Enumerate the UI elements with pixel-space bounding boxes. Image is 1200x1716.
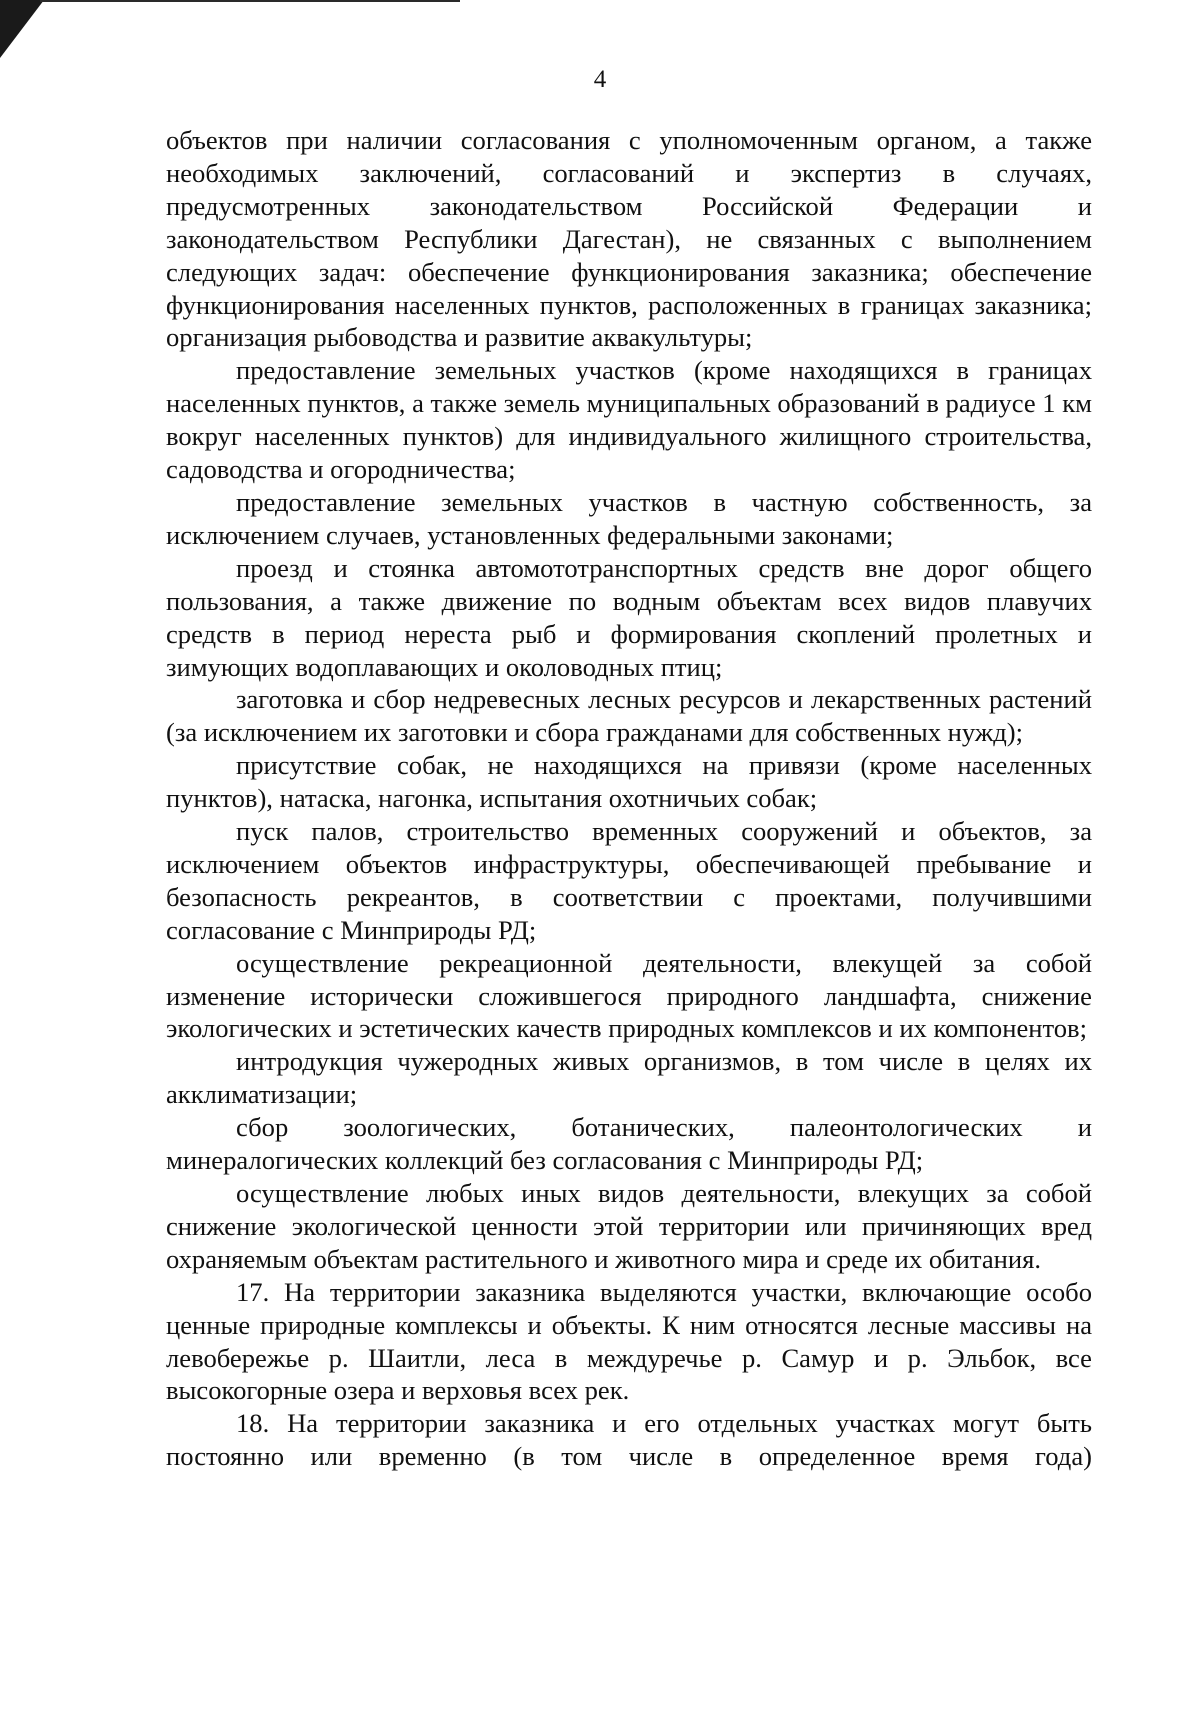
paragraph: проезд и стоянка автомототранспортных средств вне дорог общего пользования, а также движение по водным объектам всех видов плавучих средств в период нереста рыб и формирования скоплений пролетных и зимующих водоплавающих и околоводных птиц;: [166, 552, 1092, 682]
scan-corner-shadow: [0, 0, 44, 58]
paragraph: сбор зоологических, ботанических, палеонтологических и минералогических коллекций без согласования с Минприроды РД;: [166, 1112, 1092, 1176]
paragraph: осуществление рекреационной деятельности, влекущей за собой изменение исторически сложившегося природного ландшафта, снижение экологических и эстетических качеств природных комплексов и их компонентов;: [166, 947, 1092, 1044]
paragraph: пуск палов, строительство временных сооружений и объектов, за исключением объектов инфраструктуры, обеспечивающей пребывание и безопасность рекреантов, в соответствии с проектами, получившими согласование с Минприроды РД;: [166, 816, 1092, 945]
page-number: 4: [593, 66, 607, 93]
document-body: [166, 124, 1092, 1473]
paragraph: предоставление земельных участков (кроме находящихся в границах населенных пунктов, а также земель муниципальных образований в радиусе 1 км вокруг населенных пунктов) для индивидуального жилищного строительства, садоводства и огородничества;: [166, 355, 1092, 485]
paragraph: интродукция чужеродных живых организмов, в том числе в целях их акклиматизации;: [166, 1046, 1092, 1110]
paragraph: осуществление любых иных видов деятельности, влекущих за собой снижение экологической ценности этой территории или причиняющих вред охраняемым объектам растительного и животного мира и среде их обитания.: [166, 1178, 1092, 1274]
paragraph: 18. На территории заказника и его отдельных участках могут быть постоянно или временно (в том числе в определенное время года): [166, 1408, 1092, 1472]
paragraph: заготовка и сбор недревесных лесных ресурсов и лекарственных растений (за исключением их заготовки и сбора гражданами для собственных нужд);: [166, 684, 1092, 748]
paragraph: объектов при наличии согласования с уполномоченным органом, а также необходимых заключений, согласований и экспертиз в случаях, предусмотренных законодательством Российской Федерации и законодательством Республики Дагестан), не связанных с выполнением следующих задач: обеспечение функционирования заказника; обеспечение функционирования населенных пунктов, расположенных в границах заказника; организация рыбоводства и развитие аквакультуры;: [166, 125, 1092, 353]
paragraph: предоставление земельных участков в частную собственность, за исключением случаев, установленных федеральными законами;: [166, 486, 1092, 550]
scan-top-edge: [40, 0, 460, 2]
paragraph: присутствие собак, не находящихся на привязи (кроме населенных пунктов), натаска, нагонка, испытания охотничьих собак;: [166, 750, 1092, 814]
paragraph: 17. На территории заказника выделяются участки, включающие особо ценные природные комплексы и объекты. К ним относятся лесные массивы на левобережье р. Шаитли, леса в междуречье р. Самур и р. Эльбок, все высокогорные озера и верховья всех рек.: [166, 1276, 1092, 1406]
